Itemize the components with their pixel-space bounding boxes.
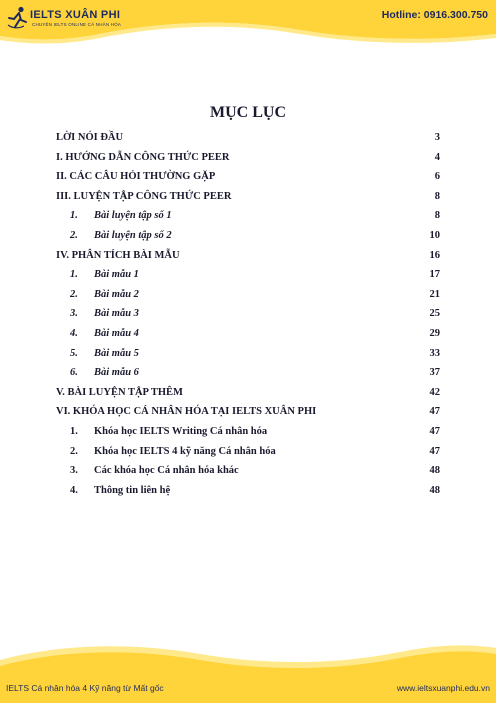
footer-website-link[interactable]: www.ieltsxuanphi.edu.vn xyxy=(396,683,490,693)
toc-entry-page: 10 xyxy=(429,229,440,241)
toc-entry-page: 47 xyxy=(429,445,440,457)
running-figure-icon xyxy=(6,6,28,30)
footer-course-text: IELTS Cá nhân hóa 4 Kỹ năng từ Mất gốc xyxy=(6,683,164,693)
toc-entry-page: 6 xyxy=(434,171,440,183)
toc-subentry[interactable] xyxy=(56,210,440,230)
toc-entry-label: Bài luyện tập số 1 xyxy=(94,210,172,222)
toc-entry-page: 47 xyxy=(429,425,440,437)
toc-subentry[interactable] xyxy=(56,289,440,309)
toc-entry-number: 2. xyxy=(70,229,78,241)
toc-entry-page: 48 xyxy=(429,465,440,477)
toc-entry-page: 4 xyxy=(434,151,440,163)
toc-subentry[interactable] xyxy=(56,230,440,250)
brand-name: IELTS XUÂN PHI xyxy=(30,9,121,21)
toc-entry[interactable] xyxy=(56,250,440,270)
toc-entry-label: Bài luyện tập số 2 xyxy=(94,229,172,241)
toc-subentry[interactable] xyxy=(56,485,440,505)
toc-entry-number: 3. xyxy=(70,308,78,320)
toc-entry-label: VI. KHÓA HỌC CÁ NHÂN HÓA TẠI IELTS XUÂN PHI xyxy=(56,406,317,418)
toc-entry-number: 1. xyxy=(70,269,78,281)
page-footer xyxy=(0,630,496,703)
toc-entry-page: 3 xyxy=(434,132,440,143)
hotline: Hotline: 0916.300.750 xyxy=(381,9,488,21)
toc-entry-label: Các khóa học Cá nhân hóa khác xyxy=(94,465,239,477)
toc-entry-number: 4. xyxy=(70,484,78,496)
toc-entry-label: Bài mẫu 5 xyxy=(94,347,139,359)
toc-entry-page: 42 xyxy=(429,386,440,398)
toc-entry-page: 33 xyxy=(429,347,440,359)
toc-entry-label: Bài mẫu 2 xyxy=(94,288,139,300)
toc-subentry[interactable] xyxy=(56,426,440,446)
toc-entry[interactable] xyxy=(56,387,440,407)
toc-entry-number: 2. xyxy=(70,445,78,457)
toc-entry-label: IV. PHÂN TÍCH BÀI MẪU xyxy=(56,249,180,261)
table-of-contents xyxy=(56,104,440,504)
toc-subentry[interactable] xyxy=(56,465,440,485)
toc-entry-label: LỜI NÓI ĐẦU xyxy=(56,132,124,143)
toc-subentry[interactable] xyxy=(56,446,440,466)
toc-entry-label: Bài mẫu 6 xyxy=(94,367,139,379)
toc-entry-page: 16 xyxy=(429,249,440,261)
toc-entry-label: Bài mẫu 4 xyxy=(94,327,139,339)
toc-entry-label: II. CÁC CÂU HỎI THƯỜNG GẶP xyxy=(56,171,216,183)
toc-entry-page: 29 xyxy=(429,327,440,339)
toc-entry[interactable] xyxy=(56,152,440,172)
toc-entry-page: 47 xyxy=(429,406,440,418)
brand-logo xyxy=(6,6,196,32)
toc-entry-number: 6. xyxy=(70,367,78,379)
toc-subentry[interactable] xyxy=(56,328,440,348)
toc-entry[interactable] xyxy=(56,406,440,426)
toc-entry-label: V. BÀI LUYỆN TẬP THÊM xyxy=(56,386,183,398)
toc-subentry[interactable] xyxy=(56,308,440,328)
toc-entry[interactable] xyxy=(56,171,440,191)
toc-entry-label: Bài mẫu 1 xyxy=(94,269,139,281)
toc-entry-page: 8 xyxy=(434,190,440,202)
toc-entry-page: 48 xyxy=(429,484,440,496)
toc-entry-label: Khóa học IELTS Writing Cá nhân hóa xyxy=(94,425,268,437)
toc-entry[interactable] xyxy=(56,132,440,152)
toc-entry-number: 3. xyxy=(70,465,78,477)
toc-entry-number: 2. xyxy=(70,288,78,300)
toc-entry-label: Khóa học IELTS 4 kỹ năng Cá nhân hóa xyxy=(94,445,276,457)
toc-entry-page: 8 xyxy=(434,210,440,222)
toc-entry[interactable] xyxy=(56,191,440,211)
toc-entry-label: Thông tin liên hệ xyxy=(94,484,171,496)
toc-title: MỤC LỤC xyxy=(210,104,286,121)
toc-entry-page: 25 xyxy=(429,308,440,320)
toc-entry-number: 1. xyxy=(70,425,78,437)
toc-entry-label: III. LUYỆN TẬP CÔNG THỨC PEER xyxy=(56,190,232,202)
toc-entry-page: 21 xyxy=(429,288,440,300)
toc-subentry[interactable] xyxy=(56,348,440,368)
toc-entry-number: 4. xyxy=(70,327,78,339)
toc-entry-page: 17 xyxy=(429,269,440,281)
toc-subentry[interactable] xyxy=(56,367,440,387)
toc-subentry[interactable] xyxy=(56,269,440,289)
toc-entry-number: 5. xyxy=(70,347,78,359)
page-header xyxy=(0,0,496,52)
toc-entry-label: I. HƯỚNG DẪN CÔNG THỨC PEER xyxy=(56,151,230,163)
toc-entry-label: Bài mẫu 3 xyxy=(94,308,139,320)
toc-entry-number: 1. xyxy=(70,210,78,222)
toc-entry-page: 37 xyxy=(429,367,440,379)
brand-tagline: CHUYÊN IELTS ONLINE CÁ NHÂN HÓA xyxy=(32,22,122,27)
